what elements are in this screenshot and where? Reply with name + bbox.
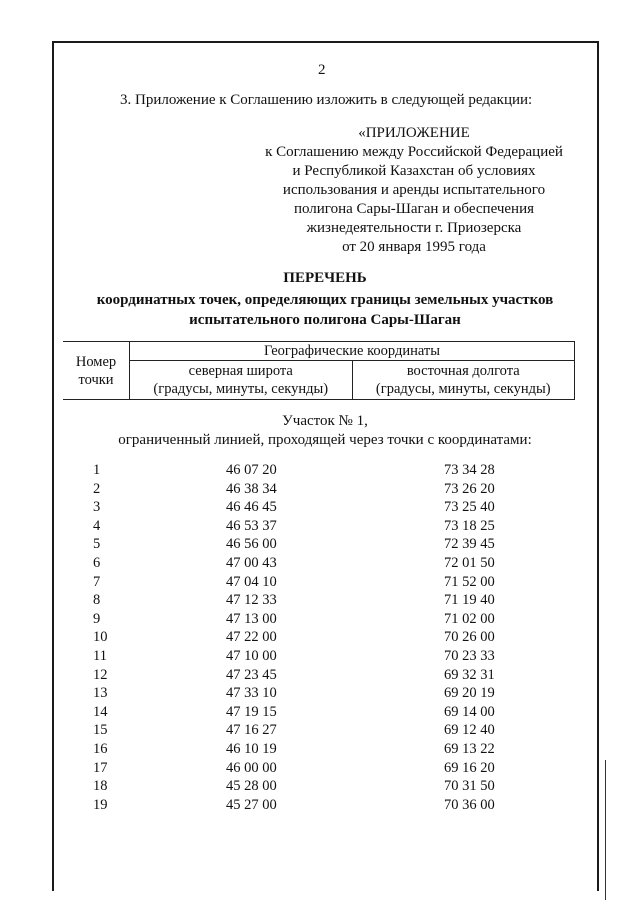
latitude-value: 47 22 00 [226,629,277,646]
coordinates-list [0,462,640,815]
table-row [0,648,640,667]
point-number: 2 [93,480,101,497]
point-number: 18 [93,778,108,795]
section-heading [60,412,590,450]
latitude-value: 45 28 00 [226,778,277,795]
point-number: 5 [93,536,101,553]
point-number: 14 [93,703,108,720]
appendix-block [250,124,578,257]
longitude-value: 72 39 45 [444,536,495,553]
longitude-value: 69 14 00 [444,703,495,720]
point-number: 10 [93,629,108,646]
table-row [0,481,640,500]
latitude-value: 47 23 45 [226,666,277,683]
latitude-value: 46 10 19 [226,740,277,757]
table-row [0,722,640,741]
latitude-value: 47 04 10 [226,573,277,590]
table-row [0,611,640,630]
table-row [0,629,640,648]
point-number: 6 [93,554,101,571]
table-row [0,741,640,760]
latitude-value: 46 00 00 [226,759,277,776]
point-number: 17 [93,759,108,776]
longitude-header: восточная долгота (градусы, минуты, секунды) [352,361,575,400]
longitude-value: 71 52 00 [444,573,495,590]
longitude-value: 73 18 25 [444,517,495,534]
longitude-value: 70 31 50 [444,778,495,795]
latitude-value: 46 46 45 [226,499,277,516]
appendix-line: использования и аренды испытательного [282,182,546,198]
appendix-line: жизнедеятельности г. Приозерска [306,220,522,236]
latitude-value: 46 38 34 [226,480,277,497]
longitude-value: 73 34 28 [444,462,495,478]
latitude-value: 46 07 20 [226,462,277,478]
table-row [0,797,640,816]
geo-coordinates-header: Географические координаты [130,342,575,361]
point-number: 11 [93,647,107,664]
appendix-title: «ПРИЛОЖЕНИЕ [358,125,470,141]
point-number: 16 [93,740,108,757]
latitude-value: 46 53 37 [226,517,277,534]
point-number: 4 [93,517,101,534]
longitude-value: 69 13 22 [444,740,495,757]
page-number: 2 [318,62,326,78]
appendix-line: к Соглашению между Российской Федерацией [265,144,563,160]
point-number: 9 [93,610,101,627]
point-number: 13 [93,685,108,702]
table-row [0,685,640,704]
coordinates-table-header [63,341,575,400]
table-row [0,667,640,686]
table-row [0,760,640,779]
table-row [0,462,640,481]
latitude-value: 45 27 00 [226,796,277,813]
point-number: 3 [93,499,101,516]
table-row [0,518,640,537]
list-subtitle-line2: испытательного полигона Сары-Шаган [189,312,461,328]
point-number: 1 [93,462,101,478]
table-row [0,536,640,555]
point-number: 19 [93,796,108,813]
appendix-line: полигона Сары-Шаган и обеспечения [293,201,535,217]
point-number-header: Номер точки [63,342,130,400]
latitude-value: 47 12 33 [226,592,277,609]
latitude-value: 47 13 00 [226,610,277,627]
longitude-value: 69 16 20 [444,759,495,776]
table-row [0,574,640,593]
longitude-value: 69 32 31 [444,666,495,683]
appendix-line: и Республикой Казахстан об условиях [292,163,536,179]
longitude-value: 71 02 00 [444,610,495,627]
list-title: ПЕРЕЧЕНЬ [283,270,367,286]
latitude-value: 47 16 27 [226,722,277,739]
latitude-value: 47 33 10 [226,685,277,702]
point-number: 8 [93,592,101,609]
latitude-header: северная широта (градусы, минуты, секунды) [130,361,353,400]
section-title: Участок № 1, [282,413,368,429]
point-number: 7 [93,573,101,590]
latitude-value: 47 19 15 [226,703,277,720]
longitude-value: 70 36 00 [444,796,495,813]
longitude-value: 69 12 40 [444,722,495,739]
table-row [0,499,640,518]
latitude-value: 47 00 43 [226,554,277,571]
table-row [0,704,640,723]
table-row [0,778,640,797]
longitude-value: 70 23 33 [444,647,495,664]
longitude-value: 71 19 40 [444,592,495,609]
latitude-value: 47 10 00 [226,647,277,664]
table-row [0,592,640,611]
table-row [0,555,640,574]
point-number: 12 [93,666,108,683]
longitude-value: 69 20 19 [444,685,495,702]
appendix-line: от 20 января 1995 года [342,239,486,255]
point-number: 15 [93,722,108,739]
frame-top-border [52,41,598,43]
list-subtitle-line1: координатных точек, определяющих границы земельных участков [96,292,554,308]
instruction-text: 3. Приложение к Соглашению изложить в следующей редакции: [120,92,533,108]
longitude-value: 73 25 40 [444,499,495,516]
section-subtitle: ограниченный линией, проходящей через точки с координатами: [118,432,532,448]
latitude-value: 46 56 00 [226,536,277,553]
longitude-value: 72 01 50 [444,554,495,571]
longitude-value: 70 26 00 [444,629,495,646]
longitude-value: 73 26 20 [444,480,495,497]
